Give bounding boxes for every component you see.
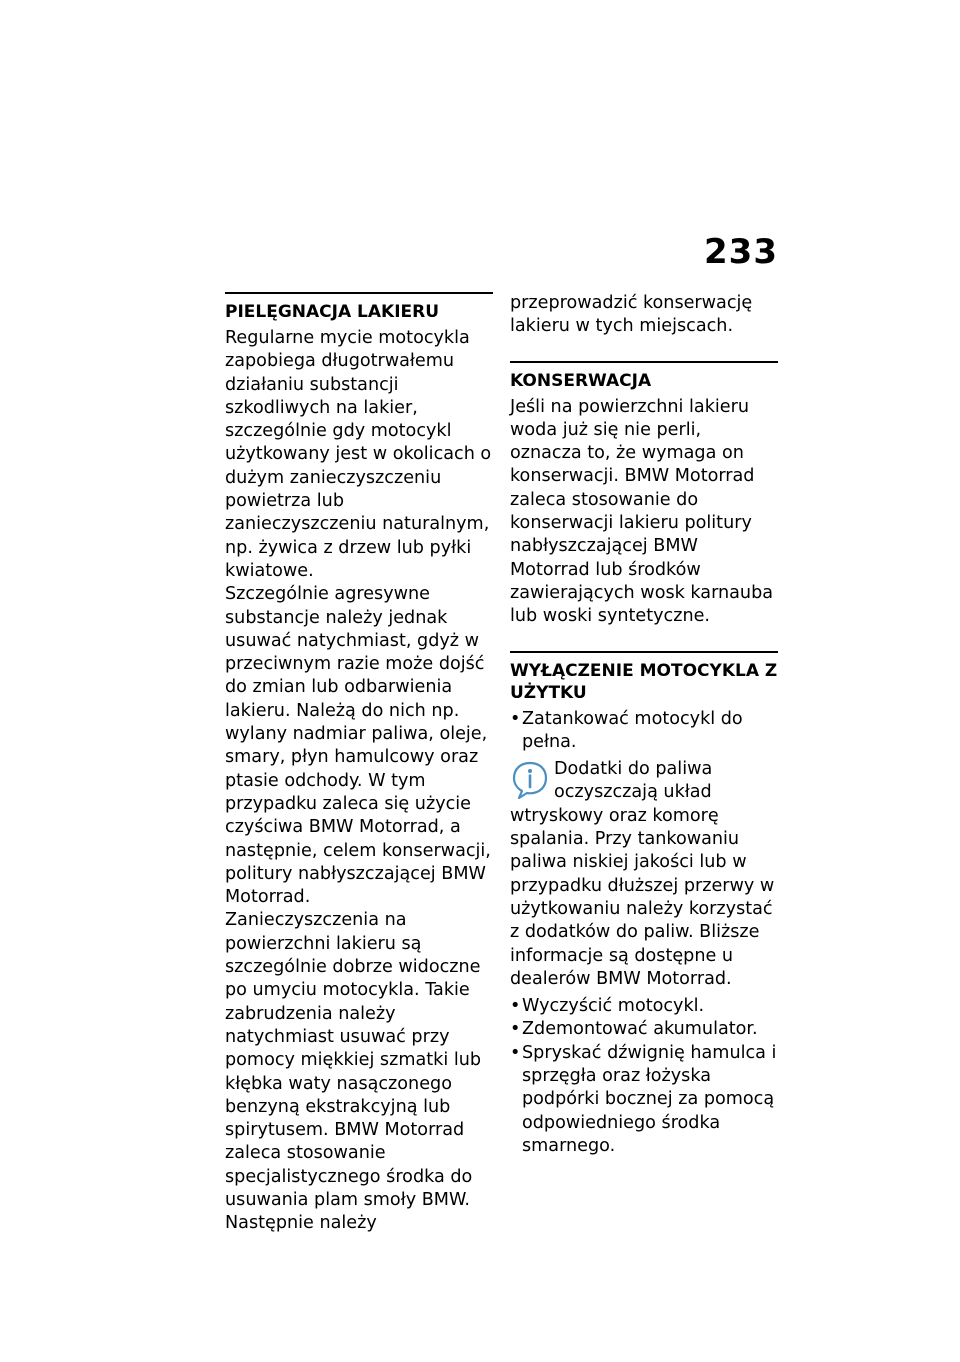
paragraph: Zanieczyszczenia na powierzchni lakieru są szczególnie dobrze widoczne po umyciu motocykla. Takie zabrudzenia należy natychmiast usuwać przy pomocy miękkiej szmatki lub kłębka waty nasączonego benzyną ekstrakcyjną lub spirytusem. BMW Motorrad zaleca stosowanie specjalistycznego środka do usuwania plam smoły BMW. Następnie należy — [225, 910, 482, 1234]
list-item: • Zatankować motocykl do pełna. — [510, 708, 778, 755]
section-heading-konserwacja: KONSERWACJA — [510, 361, 778, 392]
paragraph: Regularne mycie motocykla zapobiega długotrwałemu działaniu substancji szkodliwych na lakier, szczególnie gdy motocykl użytkowany jest w okolicach o dużym zanieczyszczeniu powietrza lub zanieczyszczeniu naturalnym, np. żywica z drzew lub pyłki kwiatowe. — [225, 328, 492, 581]
section-heading-pielegnacja-lakieru: PIELĘGNACJA LAKIERU — [225, 292, 493, 323]
list-item: • Spryskać dźwignię hamulca i sprzęgła oraz łożyska podpórki bocznej za pomocą odpowiedniego środka smarnego. — [510, 1042, 778, 1158]
info-icon — [510, 760, 550, 800]
bullet-list — [510, 995, 778, 1158]
bullet-list — [510, 708, 778, 755]
info-text: Dodatki do paliwa oczyszczają układ wtryskowy oraz komorę spalania. Przy tankowaniu paliwa niskiej jakości lub w przypadku dłuższej przerwy w użytkowaniu należy korzystać z dodatków do paliw. Bliższe informacje są dostępne u dealerów BMW Motorrad. — [510, 759, 775, 989]
list-item: • Wyczyścić motocykl. — [510, 995, 778, 1018]
left-column — [225, 292, 493, 1236]
list-item: • Zdemontować akumulator. — [510, 1018, 778, 1041]
paragraph: Jeśli na powierzchni lakieru woda już się nie perli, oznacza to, że wymaga on konserwacji. BMW Motorrad zaleca stosowanie do konserwacji lakieru politury nabłyszczającej BMW Motorrad lub środków zawierających wosk karnauba lub woski syntetyczne. — [510, 396, 774, 627]
paragraph-continuation: przeprowadzić konserwację lakieru w tych miejscach. — [510, 293, 753, 337]
paragraph: Szczególnie agresywne substancje należy jednak usuwać natychmiast, gdyż w przeciwnym razie może dojść do zmian lub odbarwienia lakieru. Należą do nich np. wylany nadmiar paliwa, oleje, smary, płyn hamulcowy oraz ptasie odchody. W tym przypadku zaleca się użycie czyściwa BMW Motorrad, a następnie, celem konserwacji, politury nabłyszczającej BMW Motorrad. — [225, 584, 491, 908]
page-number: 233 — [704, 232, 778, 272]
info-note — [510, 758, 778, 991]
section-heading-wylaczenie-motocykla: WYŁĄCZENIE MOTOCYKLA Z UŻYTKU — [510, 651, 778, 704]
right-column — [510, 292, 778, 1158]
